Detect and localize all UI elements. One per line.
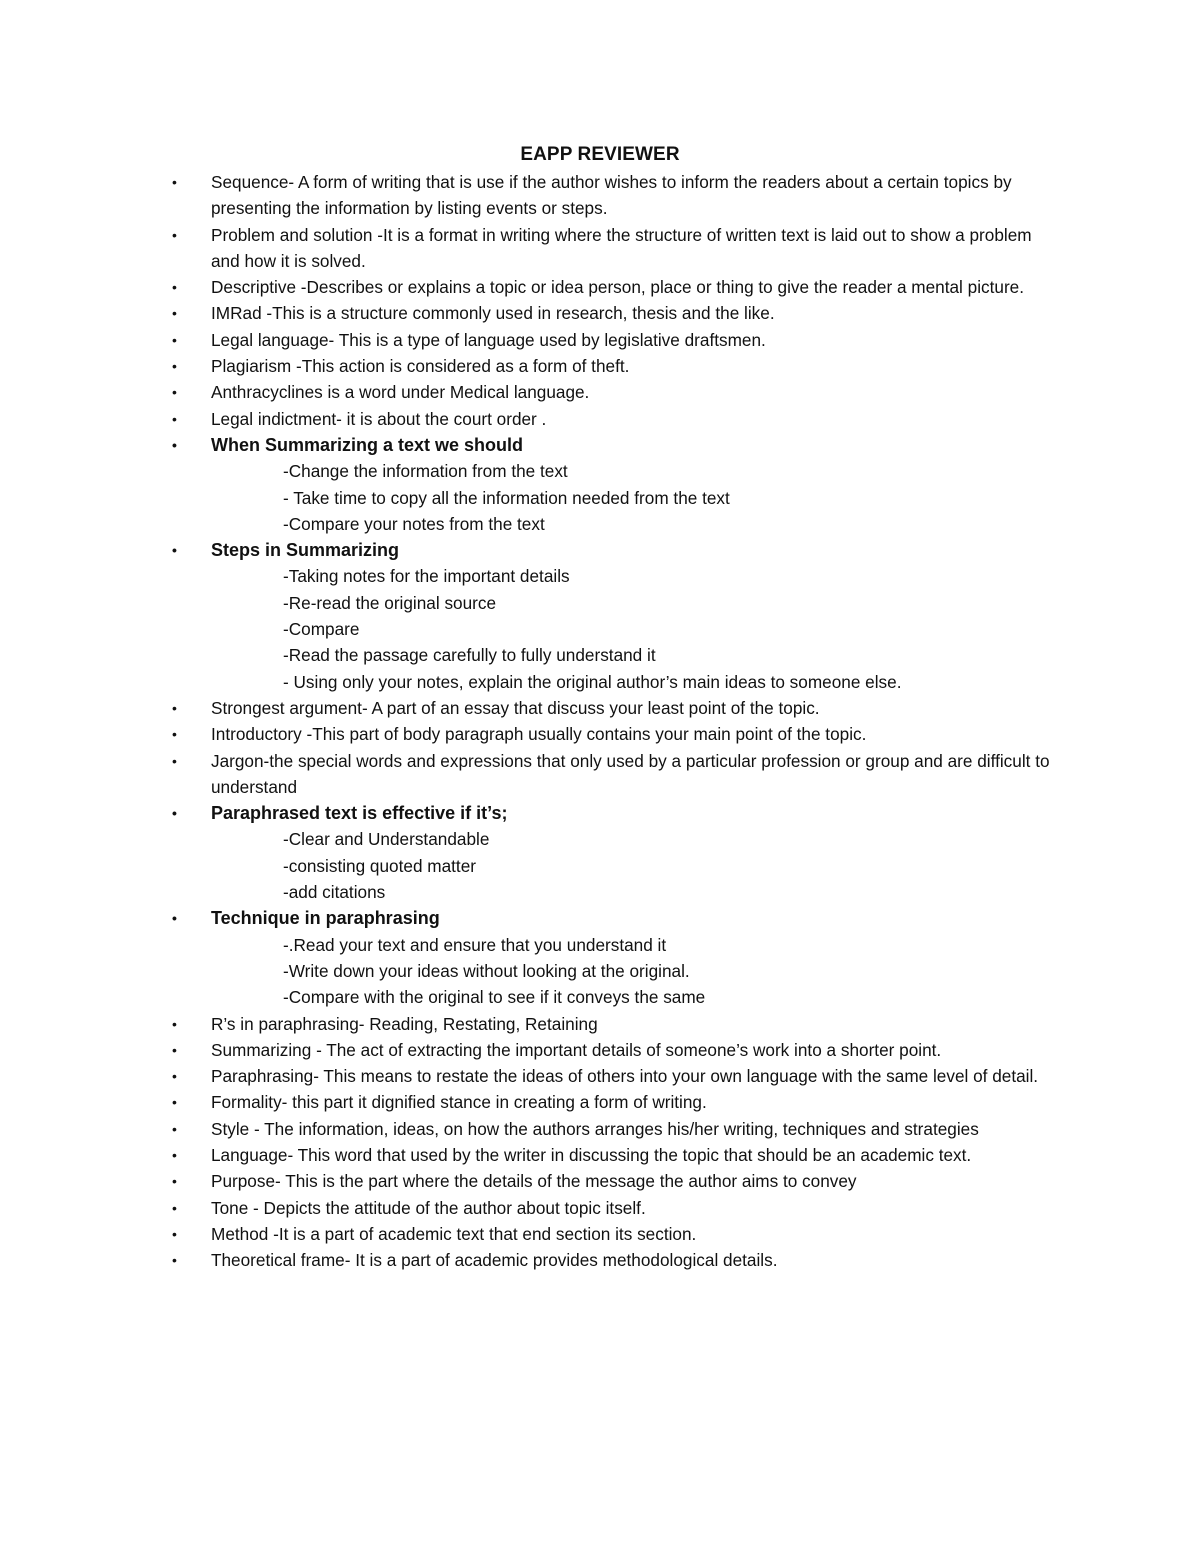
sub-item: - Take time to copy all the information needed from the text [283,487,730,508]
bullet-icon: • [172,1225,177,1242]
list-item [0,1247,1061,1273]
bullet-icon: • [172,1173,177,1190]
list-item [0,748,1061,801]
list-item-text: Steps in Summarizing [211,540,400,561]
bullet-icon: • [172,436,177,453]
list-item-text: Anthracyclines is a word under Medical language. [211,382,590,403]
list-item-text: Strongest argument- A part of an essay that discuss your least point of the topic. [211,697,820,718]
list-item [0,353,1061,379]
list-item-text: Formality- this part it dignified stance in creating a form of writing. [211,1092,707,1113]
bullet-icon: • [172,1120,177,1137]
sub-item: -.Read your text and ensure that you understand it [283,934,667,955]
list-item-text: Introductory -This part of body paragraph usually contains your main point of the topic. [211,724,867,745]
list-item-text: Paraphrased text is effective if it’s; [211,803,508,824]
list-item-text: Tone - Depicts the attitude of the author about topic itself. [211,1197,646,1218]
bullet-icon: • [172,726,177,743]
list-item [0,379,1061,405]
list-item [0,1063,1061,1089]
sub-item: -Read the passage carefully to fully understand it [283,645,656,666]
bullet-icon: • [172,358,177,375]
list-item [0,222,1061,275]
bullet-icon: • [172,1146,177,1163]
sub-item: -Compare [283,619,360,640]
section-heading-item [0,432,1061,458]
reviewer-list [0,169,1200,1273]
list-item-text: Style - The information, ideas, on how the authors arranges his/her writing, techniques and strategies [211,1118,979,1139]
sub-item: -Compare your notes from the text [283,513,545,534]
section-heading-item [0,800,1061,826]
sub-item: -Compare with the original to see if it conveys the same [283,987,706,1008]
sub-item: - Using only your notes, explain the original author’s main ideas to someone else. [283,671,902,692]
list-item [0,1089,1061,1115]
list-item [0,1037,1061,1063]
list-item-text: Descriptive -Describes or explains a topic or idea person, place or thing to give the reader a mental picture. [211,277,1024,298]
list-item [0,1168,1061,1194]
list-item-text: Language- This word that used by the writer in discussing the topic that should be an academic text. [211,1144,972,1165]
bullet-icon: • [172,331,177,348]
bullet-icon: • [172,805,177,822]
list-item-text: Problem and solution -It is a format in writing where the structure of written text is laid out to show a problem and how it is solved. [211,224,1032,271]
section-heading-item [0,905,1061,931]
sub-item: -Taking notes for the important details [283,566,570,587]
list-item-text: Method -It is a part of academic text that end section its section. [211,1223,697,1244]
list-item-text: Summarizing - The act of extracting the important details of someone’s work into a shorter point. [211,1039,942,1060]
bullet-icon: • [172,910,177,927]
document-title: EAPP REVIEWER [520,144,680,165]
list-item-text: Theoretical frame- It is a part of academic provides methodological details. [211,1250,778,1271]
section-heading-item [0,537,1061,563]
list-item-text: IMRad -This is a structure commonly used in research, thesis and the like. [211,303,775,324]
list-item [0,1116,1061,1142]
list-item-text: Sequence- A form of writing that is use if the author wishes to inform the readers about a certain topics by presenting the information by listing events or steps. [211,172,1012,219]
list-item [0,300,1061,326]
list-item-text: When Summarizing a text we should [211,434,524,455]
bullet-icon: • [172,384,177,401]
sub-item: -Clear and Understandable [283,829,490,850]
list-item-text: Purpose- This is the part where the details of the message the author aims to convey [211,1171,857,1192]
bullet-icon: • [172,1068,177,1085]
list-item-text: Paraphrasing- This means to restate the ideas of others into your own language with the same level of detail. [211,1066,1039,1087]
sub-item: -Change the information from the text [283,461,568,482]
sub-item: -Write down your ideas without looking at the original. [283,960,690,981]
sub-item: -Re-read the original source [283,592,497,613]
list-item [0,1142,1061,1168]
bullet-icon: • [172,1041,177,1058]
bullet-icon: • [172,1199,177,1216]
bullet-icon: • [172,226,177,243]
bullet-icon: • [172,752,177,769]
bullet-icon: • [172,279,177,296]
list-item-text: Jargon-the special words and expressions that only used by a particular profession or group and are difficult to understand [211,750,1050,797]
sub-item: -consisting quoted matter [283,855,476,876]
list-item-text: Plagiarism -This action is considered as a form of theft. [211,356,630,377]
list-item [0,274,1061,300]
list-item [0,1195,1061,1221]
bullet-icon: • [172,1252,177,1269]
list-item [0,695,1061,721]
bullet-icon: • [172,305,177,322]
list-item [0,1221,1061,1247]
bullet-icon: • [172,699,177,716]
list-item-text: Legal language- This is a type of language used by legislative draftsmen. [211,329,766,350]
bullet-icon: • [172,1015,177,1032]
bullet-icon: • [172,542,177,559]
list-item [0,169,1061,222]
list-item [0,1011,1061,1037]
bullet-icon: • [172,410,177,427]
list-item-text: Legal indictment- it is about the court order . [211,408,547,429]
sub-item: -add citations [283,882,386,903]
list-item [0,327,1061,353]
bullet-icon: • [172,174,177,190]
list-item-text: Technique in paraphrasing [211,908,440,929]
bullet-icon: • [172,1094,177,1111]
list-item [0,721,1061,747]
list-item [0,406,1061,432]
list-item-text: R’s in paraphrasing- Reading, Restating, Retaining [211,1013,598,1034]
